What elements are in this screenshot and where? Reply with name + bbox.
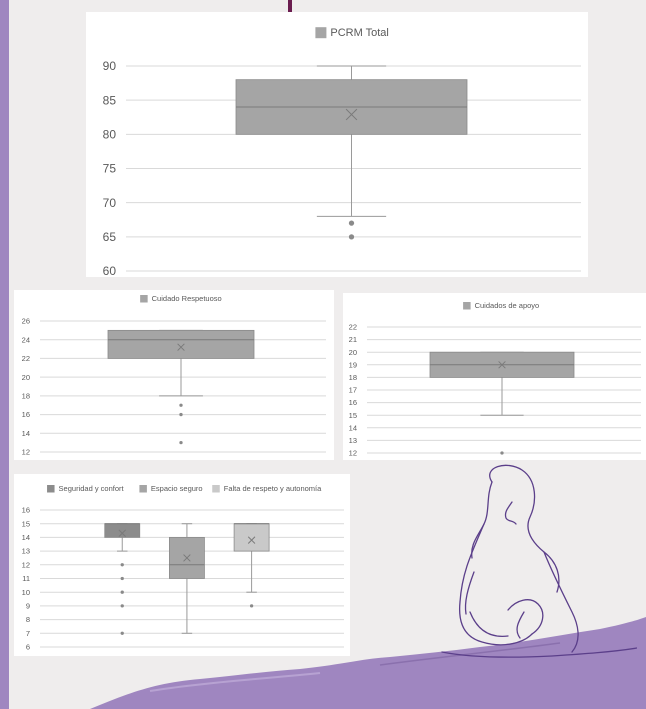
outlier-point [250, 604, 253, 607]
pregnant-woman-line-art-icon [412, 462, 637, 662]
legend-label: Cuidados de apoyo [474, 301, 540, 310]
legend-swatch [212, 485, 220, 493]
y-tick-label: 19 [348, 360, 357, 370]
box-series-0 [108, 330, 254, 444]
y-tick-label: 12 [348, 448, 357, 458]
chart-panel-apoyo [343, 293, 646, 460]
y-tick-label: 26 [21, 316, 30, 326]
y-tick-label: 14 [348, 423, 357, 433]
y-tick-label: 16 [21, 410, 30, 420]
y-tick-label: 7 [25, 628, 30, 638]
legend-swatch [463, 302, 471, 310]
outlier-point [179, 404, 182, 407]
y-tick-label: 14 [21, 428, 30, 438]
legend [140, 294, 222, 303]
y-tick-label: 18 [21, 391, 30, 401]
legend-swatch [315, 27, 326, 38]
chart-panel-pcrm [86, 12, 588, 277]
iqr-box [234, 524, 269, 551]
y-tick-label: 20 [21, 372, 30, 382]
box-series-0 [430, 352, 574, 454]
legend [47, 484, 322, 493]
y-tick-label: 9 [25, 601, 30, 611]
outlier-point [349, 221, 354, 226]
outlier-point [121, 591, 124, 594]
legend-label: Cuidado Respetuoso [151, 294, 222, 303]
legend [315, 27, 388, 39]
y-tick-label: 20 [348, 347, 357, 357]
y-tick-label: 6 [25, 642, 30, 652]
y-tick-label: 11 [22, 574, 30, 584]
dimensions-boxplot [14, 474, 350, 656]
legend [463, 301, 539, 310]
outlier-point [500, 451, 503, 454]
y-tick-label: 16 [348, 398, 357, 408]
y-tick-label: 80 [102, 127, 116, 142]
y-tick-label: 75 [102, 161, 116, 176]
box-series-0 [236, 66, 467, 239]
cuidados-de-apoyo-boxplot [343, 293, 646, 460]
y-tick-label: 10 [21, 587, 30, 597]
outlier-point [349, 234, 354, 239]
legend-label: PCRM Total [330, 27, 389, 39]
legend-label: Espacio seguro [150, 484, 203, 493]
y-tick-label: 65 [102, 230, 116, 245]
y-tick-label: 22 [348, 322, 357, 332]
legend-swatch [139, 485, 147, 493]
y-tick-label: 70 [102, 195, 116, 210]
y-tick-label: 85 [102, 93, 116, 108]
y-tick-label: 60 [102, 264, 116, 277]
legend-label: Falta de respeto y autonomía [223, 484, 322, 493]
box-series-2 [234, 524, 269, 608]
cuidado-respetuoso-boxplot [14, 290, 334, 460]
y-tick-label: 24 [21, 335, 30, 345]
outlier-point [121, 604, 124, 607]
legend-swatch [140, 295, 148, 303]
y-tick-label: 15 [21, 519, 30, 529]
y-tick-label: 13 [348, 436, 357, 446]
y-tick-label: 18 [348, 373, 357, 383]
chart-panel-seguridad [14, 474, 350, 656]
outlier-point [179, 441, 182, 444]
y-tick-label: 17 [348, 385, 357, 395]
legend-label: Seguridad y confort [58, 484, 124, 493]
box-series-0 [105, 524, 140, 635]
outlier-point [179, 413, 182, 416]
outlier-point [121, 632, 124, 635]
y-tick-label: 90 [102, 59, 116, 74]
iqr-box [105, 524, 140, 538]
y-tick-label: 16 [21, 505, 30, 515]
y-tick-label: 12 [21, 447, 30, 457]
y-tick-label: 8 [25, 615, 30, 625]
outlier-point [121, 577, 124, 580]
y-tick-label: 12 [21, 560, 30, 570]
y-tick-label: 15 [348, 410, 357, 420]
y-tick-label: 13 [21, 546, 30, 556]
top-accent-mark [288, 0, 292, 12]
outlier-point [121, 563, 124, 566]
y-tick-label: 21 [348, 335, 357, 345]
iqr-box [108, 330, 254, 358]
chart-panel-cuidado [14, 290, 334, 460]
box-series-1 [169, 524, 204, 634]
y-tick-label: 14 [21, 533, 30, 543]
pcrm-total-boxplot [86, 12, 588, 277]
legend-swatch [47, 485, 55, 493]
y-tick-label: 22 [21, 354, 30, 364]
